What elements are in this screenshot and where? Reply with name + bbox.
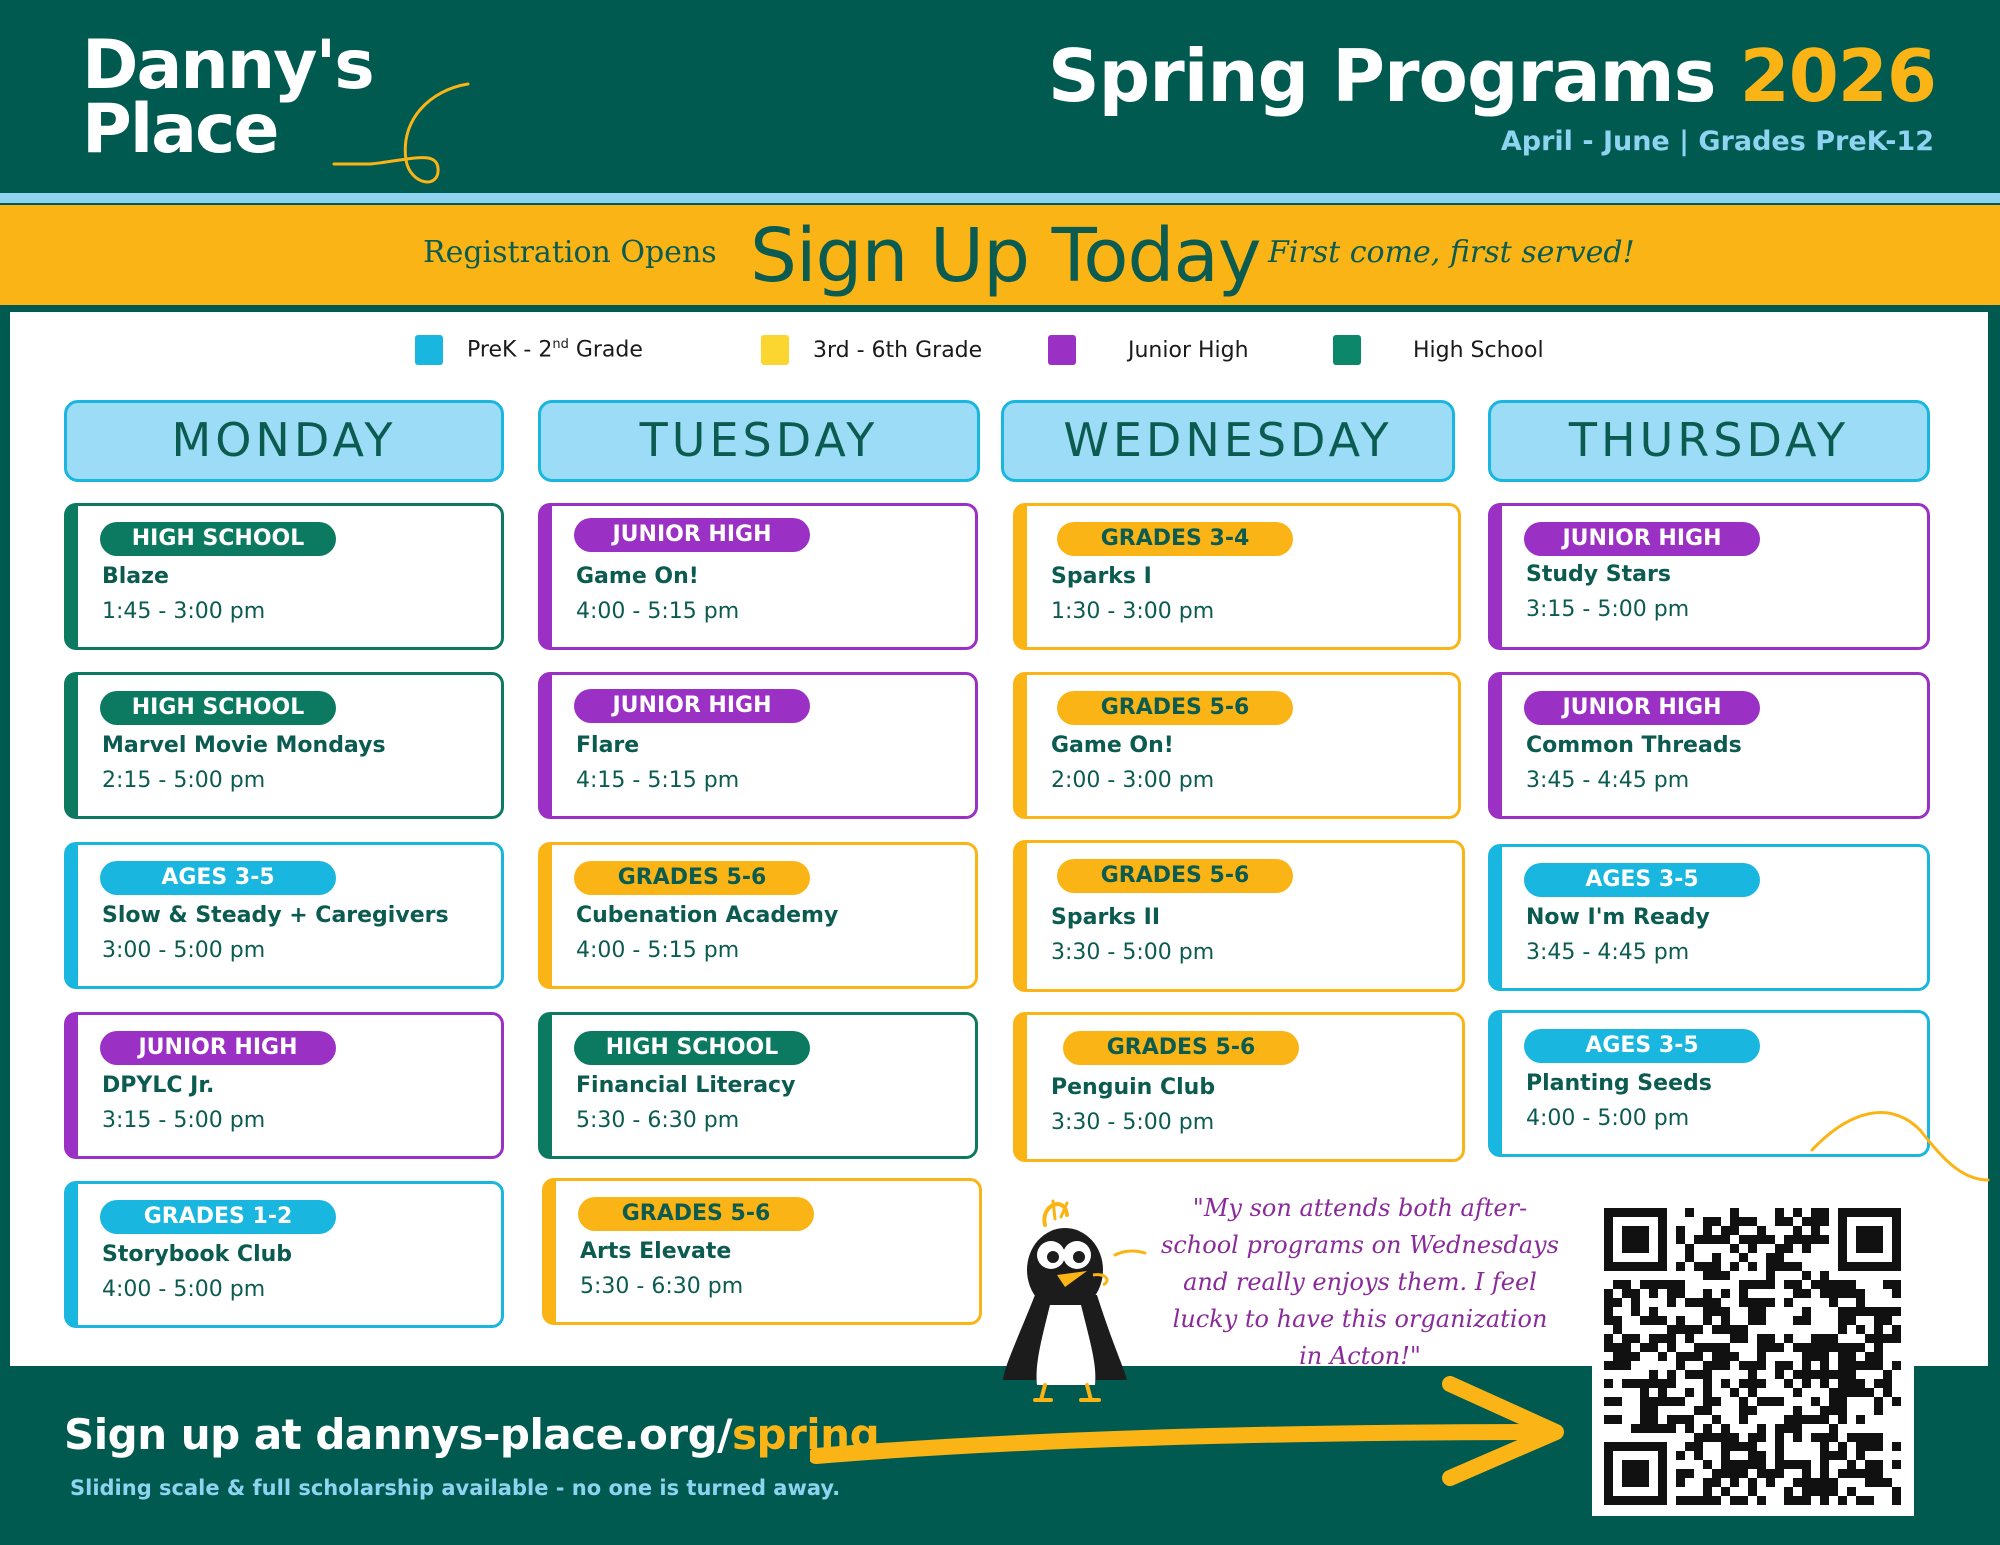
program-badge: JUNIOR HIGH xyxy=(100,1031,336,1065)
program-name: Study Stars xyxy=(1526,562,1671,587)
qr-code-icon[interactable] xyxy=(1592,1198,1914,1516)
footer-url-prefix: Sign up at dannys-place.org/ xyxy=(64,1410,732,1459)
title-year: 2026 xyxy=(1739,34,1936,118)
legend-item-junior-high xyxy=(1048,333,1249,367)
legend-label-junior-high: Junior High xyxy=(1128,337,1249,363)
program-badge: HIGH SCHOOL xyxy=(100,522,336,556)
program-card-blaze[interactable] xyxy=(64,503,504,650)
program-time: 4:00 - 5:00 pm xyxy=(102,1277,266,1302)
program-badge: GRADES 5-6 xyxy=(578,1197,814,1231)
program-badge: GRADES 3-4 xyxy=(1057,522,1293,556)
program-badge: JUNIOR HIGH xyxy=(574,518,810,552)
legend-swatch-high-school xyxy=(1333,335,1361,365)
program-card-dpylc-jr[interactable] xyxy=(64,1012,504,1159)
program-time: 5:30 - 6:30 pm xyxy=(580,1274,744,1299)
program-time: 3:00 - 5:00 pm xyxy=(102,938,266,963)
program-card-game-on-tuesday[interactable] xyxy=(538,503,978,650)
legend-swatch-prek xyxy=(415,335,443,365)
program-name: Game On! xyxy=(1051,733,1174,758)
program-badge: JUNIOR HIGH xyxy=(1524,522,1760,556)
program-badge: GRADES 5-6 xyxy=(1057,859,1293,893)
logo-swirl-decoration xyxy=(330,80,480,200)
program-time: 4:15 - 5:15 pm xyxy=(576,768,740,793)
program-card-flare[interactable] xyxy=(538,672,978,819)
program-card-cubenation-academy[interactable] xyxy=(538,842,978,989)
day-header-thursday: THURSDAY xyxy=(1488,400,1930,482)
program-name: DPYLC Jr. xyxy=(102,1073,215,1098)
arrow-right-icon xyxy=(810,1370,1570,1490)
program-badge: GRADES 5-6 xyxy=(574,861,810,895)
program-badge: GRADES 5-6 xyxy=(1063,1031,1299,1065)
header-divider xyxy=(0,193,2000,203)
program-badge: HIGH SCHOOL xyxy=(100,691,336,725)
program-card-common-threads[interactable] xyxy=(1488,672,1930,819)
program-name: Sparks I xyxy=(1051,564,1152,589)
program-name: Blaze xyxy=(102,564,169,589)
program-name: Penguin Club xyxy=(1051,1075,1216,1100)
program-time: 3:30 - 5:00 pm xyxy=(1051,940,1215,965)
program-card-slow-steady[interactable] xyxy=(64,842,504,989)
program-name: Now I'm Ready xyxy=(1526,905,1710,930)
footer-scholarship-note: Sliding scale & full scholarship available - no one is turned away. xyxy=(70,1476,841,1500)
program-time: 2:15 - 5:00 pm xyxy=(102,768,266,793)
header xyxy=(0,0,2000,192)
program-time: 3:45 - 4:45 pm xyxy=(1526,940,1690,965)
page-subtitle: April - June | Grades PreK-12 xyxy=(1500,126,1934,157)
legend-item-prek xyxy=(415,333,643,367)
program-time: 3:15 - 5:00 pm xyxy=(1526,597,1690,622)
program-time: 3:30 - 5:00 pm xyxy=(1051,1110,1215,1135)
program-time: 3:15 - 5:00 pm xyxy=(102,1108,266,1133)
program-badge: GRADES 5-6 xyxy=(1057,691,1293,725)
program-time: 2:00 - 3:00 pm xyxy=(1051,768,1215,793)
title-main: Spring Programs xyxy=(1047,34,1716,118)
program-time: 1:30 - 3:00 pm xyxy=(1051,599,1215,624)
legend-item-grades-3-6 xyxy=(761,333,982,367)
program-badge: AGES 3-5 xyxy=(100,861,336,895)
program-badge: JUNIOR HIGH xyxy=(574,689,810,723)
program-time: 4:00 - 5:00 pm xyxy=(1526,1106,1690,1131)
day-header-tuesday: TUESDAY xyxy=(538,400,980,482)
program-name: Flare xyxy=(576,733,640,758)
footer-signup-url[interactable] xyxy=(64,1410,879,1459)
day-header-wednesday: WEDNESDAY xyxy=(1001,400,1455,482)
program-name: Game On! xyxy=(576,564,699,589)
program-card-game-on-wednesday[interactable] xyxy=(1013,672,1461,819)
program-badge: GRADES 1-2 xyxy=(100,1200,336,1234)
program-card-arts-elevate[interactable] xyxy=(542,1178,982,1325)
program-name: Planting Seeds xyxy=(1526,1071,1712,1096)
banner-signup-heading[interactable]: Sign Up Today xyxy=(750,213,1261,299)
page-title xyxy=(1048,34,1936,118)
program-badge: HIGH SCHOOL xyxy=(574,1031,810,1065)
program-name: Cubenation Academy xyxy=(576,903,839,928)
logo-line-2: Place xyxy=(82,90,278,169)
program-name: Arts Elevate xyxy=(580,1239,732,1264)
legend-label-grades-3-6: 3rd - 6th Grade xyxy=(813,337,983,363)
legend-swatch-junior-high xyxy=(1048,335,1076,365)
program-time: 1:45 - 3:00 pm xyxy=(102,599,266,624)
legend-swatch-grades-3-6 xyxy=(761,335,789,365)
banner-first-come-text: First come, first served! xyxy=(1268,235,1635,270)
program-time: 3:45 - 4:45 pm xyxy=(1526,768,1690,793)
program-time: 4:00 - 5:15 pm xyxy=(576,599,740,624)
program-time: 5:30 - 6:30 pm xyxy=(576,1108,740,1133)
footer-url-highlight: spring xyxy=(732,1410,880,1459)
program-card-sparks-i[interactable] xyxy=(1013,503,1461,650)
testimonial-quote: "My son attends both after-school programs on Wednesdays and really enjoys them. I feel lucky to have this organization in Acton!" xyxy=(1161,1194,1559,1370)
program-card-study-stars[interactable] xyxy=(1488,503,1930,650)
program-name: Storybook Club xyxy=(102,1242,293,1267)
program-card-sparks-ii[interactable] xyxy=(1013,840,1465,992)
program-card-marvel-movie-mondays[interactable] xyxy=(64,672,504,819)
day-header-monday: MONDAY xyxy=(64,400,504,482)
program-card-penguin-club[interactable] xyxy=(1013,1012,1465,1162)
program-card-financial-literacy[interactable] xyxy=(538,1012,978,1159)
program-name: Marvel Movie Mondays xyxy=(102,733,386,758)
banner-registration-text: Registration Opens xyxy=(423,235,717,270)
program-name: Financial Literacy xyxy=(576,1073,796,1098)
program-time: 4:00 - 5:15 pm xyxy=(576,938,740,963)
program-badge: AGES 3-5 xyxy=(1524,863,1760,897)
program-name: Slow & Steady + Caregivers xyxy=(102,903,449,928)
logo-line-1: Danny's xyxy=(82,26,373,105)
legend-item-high-school xyxy=(1333,333,1544,367)
program-name: Sparks II xyxy=(1051,905,1161,930)
legend-label-high-school: High School xyxy=(1413,337,1544,363)
program-badge: JUNIOR HIGH xyxy=(1524,691,1760,725)
legend-label-prek: PreK - 2nd Grade xyxy=(467,337,643,363)
program-badge: AGES 3-5 xyxy=(1524,1029,1760,1063)
signup-banner xyxy=(0,205,2000,305)
program-name: Common Threads xyxy=(1526,733,1742,758)
program-card-storybook-club[interactable] xyxy=(64,1181,504,1328)
program-card-now-im-ready[interactable] xyxy=(1488,844,1930,991)
qr-code-graphic xyxy=(1592,1198,1914,1516)
curl-decoration xyxy=(1810,1100,1990,1190)
